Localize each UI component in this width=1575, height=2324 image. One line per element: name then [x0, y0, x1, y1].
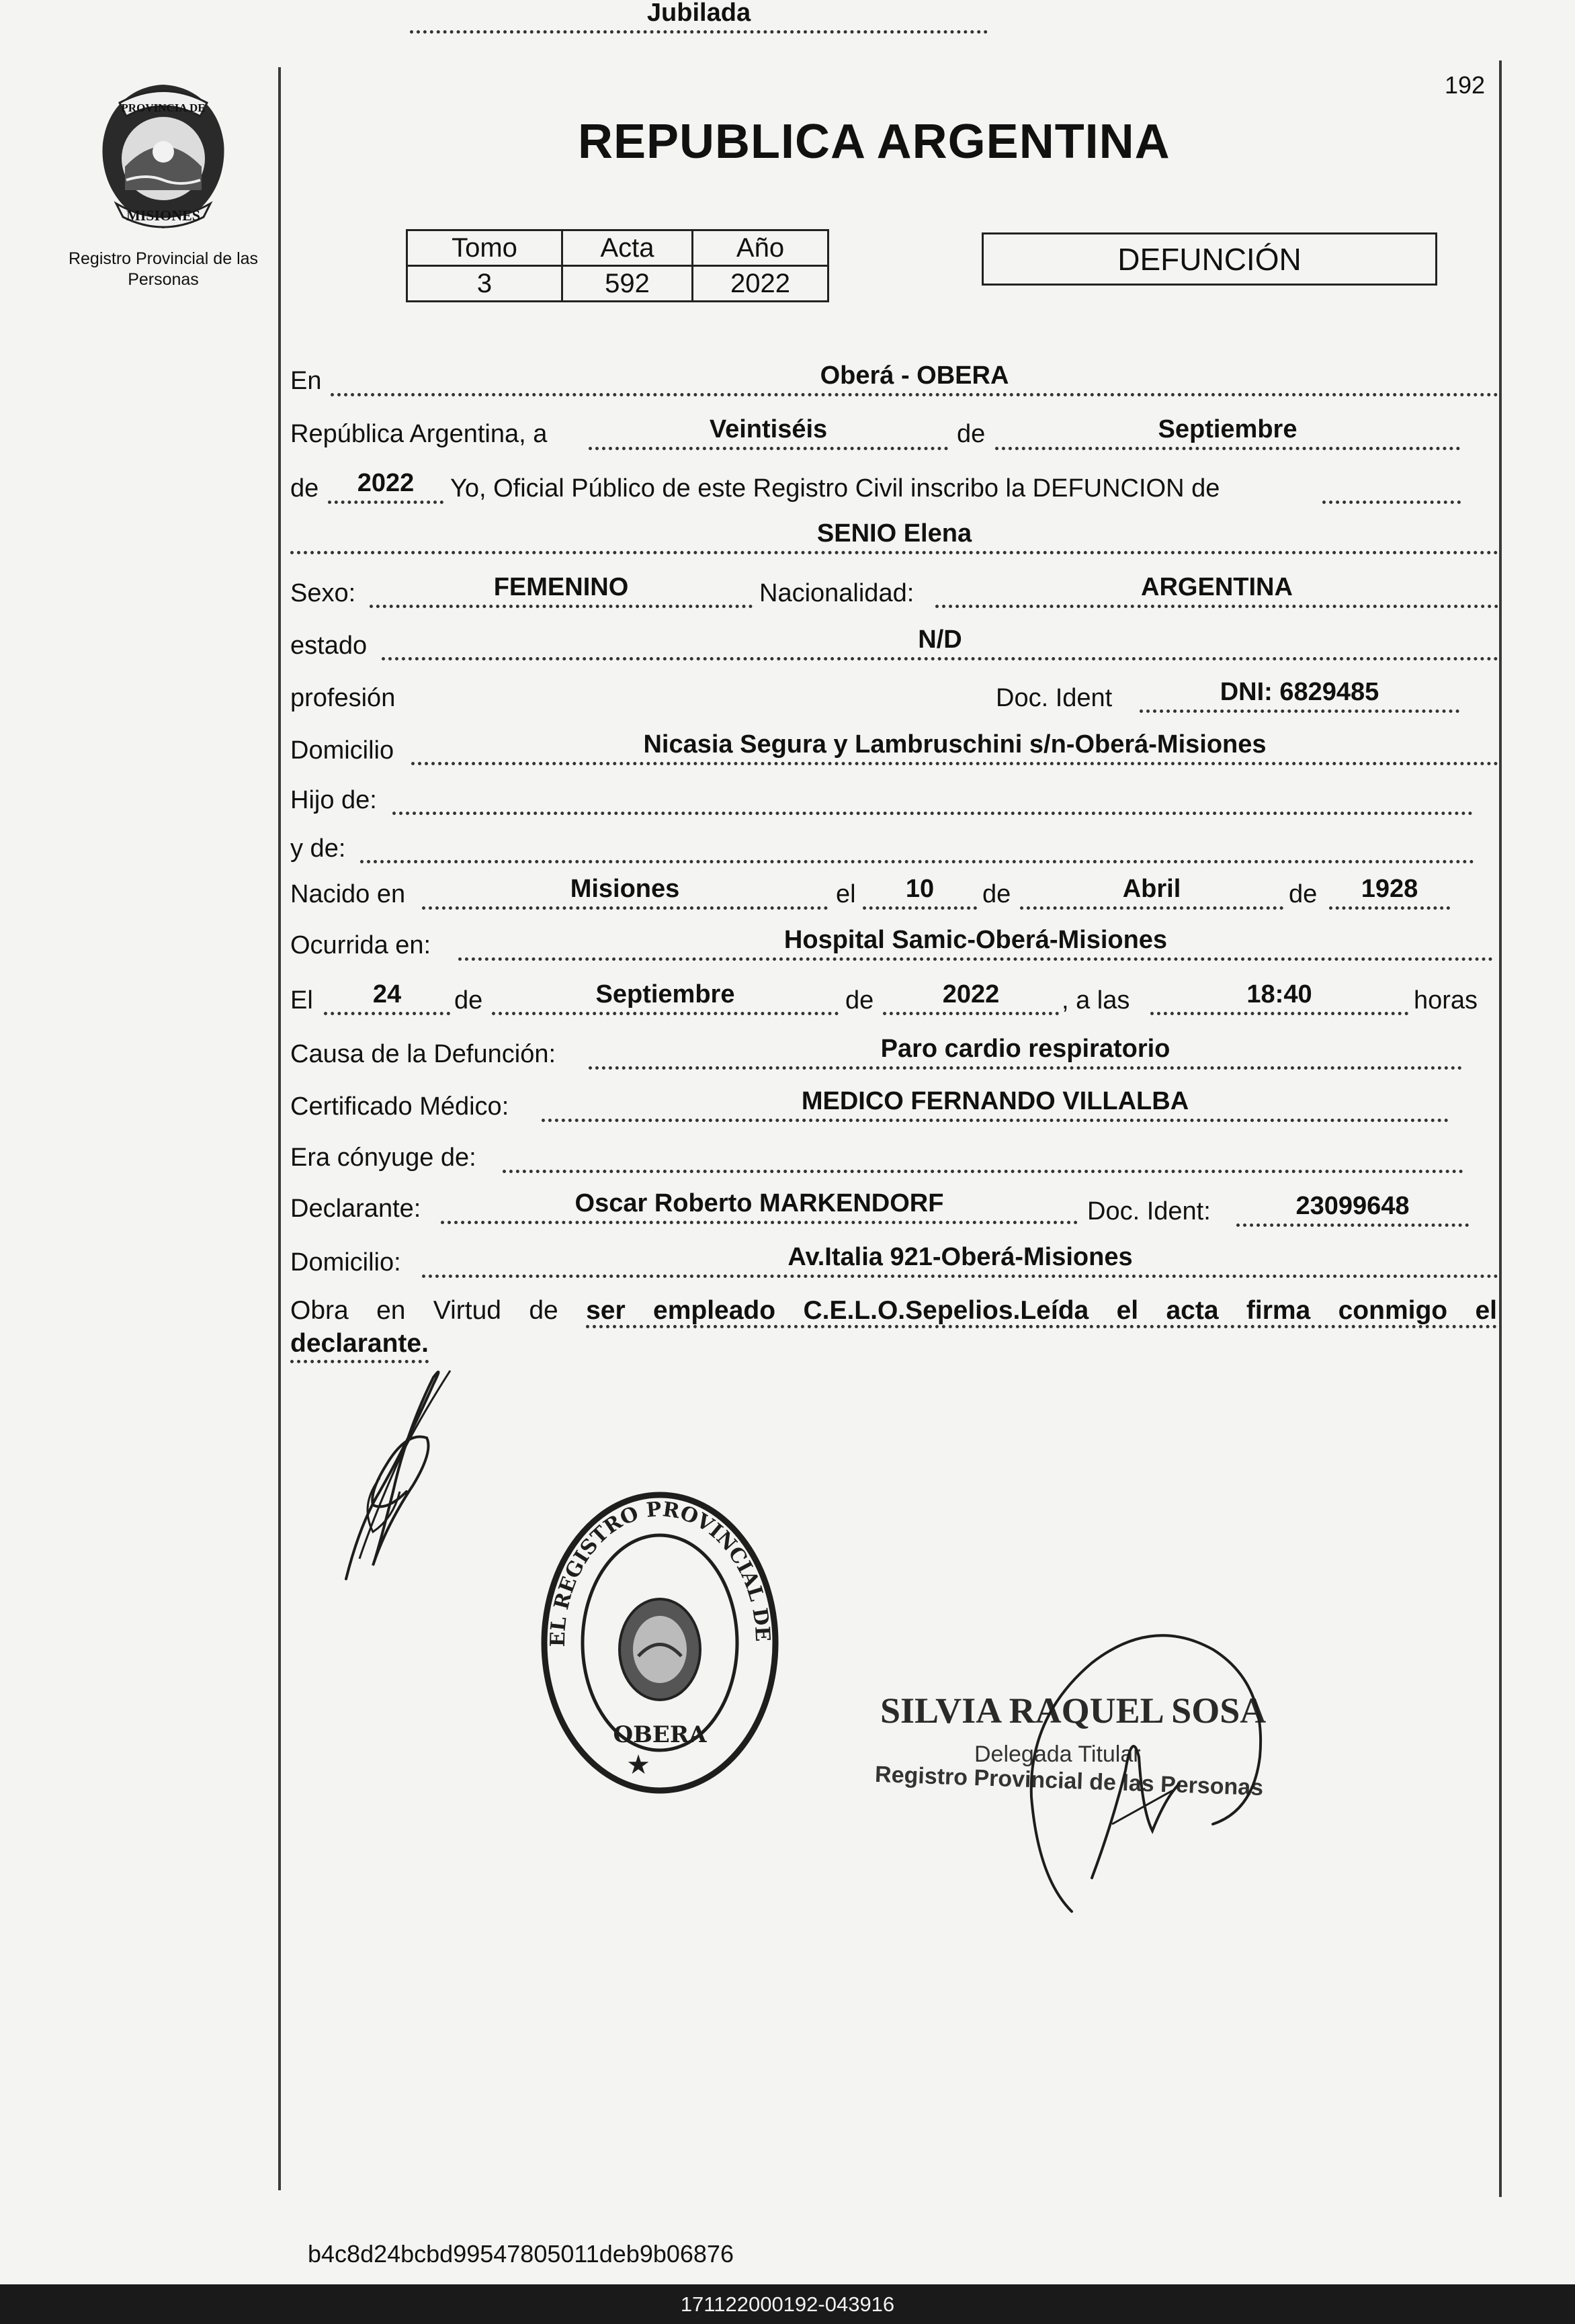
- label-y-de: y de:: [290, 834, 346, 863]
- anio-header: Año: [693, 230, 828, 266]
- declarant-signature: [333, 1357, 460, 1586]
- label-domicilio: Domicilio: [290, 736, 394, 765]
- field-nacido-mes: Abril: [1020, 876, 1283, 910]
- label-en: En: [290, 367, 322, 395]
- right-border-line: [1499, 60, 1502, 2197]
- province-logo: [93, 79, 234, 234]
- label-de-1: de: [957, 420, 986, 448]
- acta-header: Acta: [562, 230, 693, 266]
- barcode-number: 171122000192-043916: [680, 2292, 895, 2316]
- label-yo-oficial: Yo, Oficial Público de este Registro Civil inscribo la DEFUNCION de: [450, 474, 1220, 503]
- label-republica: República Argentina, a: [290, 420, 548, 448]
- label-obra: Obra en Virtud de: [290, 1296, 558, 1325]
- stamp-arc-text: EL REGISTRO PROVINCIAL DE: [546, 1498, 775, 1647]
- page-number: 192: [1445, 71, 1486, 99]
- barcode-footer: [0, 2284, 1575, 2324]
- signatory-registry: Registro Provincial de las Personas: [874, 1761, 1264, 1801]
- field-fallec-hora: 18:40: [1150, 982, 1408, 1015]
- field-nacido-lugar: Misiones: [422, 876, 828, 910]
- field-profesion: Jubilada: [410, 0, 988, 34]
- label-profesion: profesión: [290, 684, 396, 712]
- field-estado: N/D: [382, 627, 1498, 660]
- label-a-las: , a las: [1062, 986, 1130, 1015]
- field-nacionalidad: ARGENTINA: [935, 574, 1498, 608]
- field-fallec-anio: 2022: [883, 982, 1059, 1015]
- label-el: El: [290, 986, 313, 1015]
- field-nombre: SENIO Elena: [290, 521, 1498, 554]
- field-obra-virtud-2: declarante.: [290, 1328, 429, 1363]
- label-nacionalidad: Nacionalidad:: [759, 579, 914, 607]
- label-de-nacido-1: de: [982, 880, 1011, 908]
- label-doc-ident-declarante: Doc. Ident:: [1087, 1197, 1211, 1225]
- field-dia-texto: Veintiséis: [589, 417, 948, 450]
- field-anio-inscripcion: 2022: [328, 470, 443, 504]
- delegate-signature: [1011, 1623, 1277, 1918]
- obra-virtud-line: [290, 1294, 1497, 1328]
- label-de-nacido-2: de: [1289, 880, 1318, 908]
- field-lugar: Oberá - OBERA: [331, 363, 1498, 396]
- anio-value: 2022: [693, 266, 828, 302]
- field-y-de: [360, 830, 1474, 863]
- document-hash: b4c8d24bcbd99547805011deb9b06876: [308, 2240, 734, 2268]
- label-ocurrida-en: Ocurrida en:: [290, 931, 431, 959]
- document-type-box: [982, 232, 1437, 286]
- label-conyuge: Era cónyuge de:: [290, 1144, 476, 1172]
- label-de-2: de: [290, 474, 319, 503]
- signatory-role: Delegada Titular: [974, 1741, 1141, 1767]
- field-documento: DNI: 6829485: [1140, 679, 1459, 713]
- svg-text:★: ★: [626, 1750, 650, 1780]
- field-ocurrida-en: Hospital Samic-Oberá-Misiones: [458, 927, 1493, 961]
- page-title: REPUBLICA ARGENTINA: [578, 115, 1170, 169]
- document-type: DEFUNCIÓN: [1117, 241, 1302, 277]
- label-hijo-de: Hijo de:: [290, 786, 377, 814]
- label-horas: horas: [1414, 986, 1478, 1015]
- record-table: [406, 229, 829, 302]
- svg-text:MISIONES: MISIONES: [126, 207, 201, 224]
- field-declarante: Oscar Roberto MARKENDORF: [441, 1191, 1078, 1224]
- registry-label: Registro Provincial de las Personas: [68, 249, 259, 289]
- field-obra-virtud-1: ser empleado C.E.L.O.Sepelios.Leída el acta firma conmigo el: [586, 1296, 1497, 1328]
- acta-value: 592: [562, 266, 693, 302]
- field-declarante-domicilio: Av.Italia 921-Oberá-Misiones: [422, 1244, 1498, 1278]
- label-de-fallec-1: de: [454, 986, 483, 1015]
- field-nacido-anio: 1928: [1329, 876, 1450, 910]
- field-conyuge: [503, 1139, 1463, 1173]
- field-fallec-mes: Septiembre: [492, 982, 839, 1015]
- label-certificado: Certificado Médico:: [290, 1092, 509, 1121]
- field-domicilio: Nicasia Segura y Lambruschini s/n-Oberá-Misiones: [411, 732, 1498, 765]
- field-causa: Paro cardio respiratorio: [589, 1036, 1462, 1070]
- field-sexo: FEMENINO: [370, 574, 753, 608]
- stamp-city: OBERA: [613, 1721, 707, 1748]
- label-estado: estado: [290, 632, 368, 660]
- field-hijo-de: [392, 781, 1473, 815]
- tomo-value: 3: [407, 266, 562, 302]
- label-causa: Causa de la Defunción:: [290, 1040, 556, 1068]
- field-nacido-dia: 10: [863, 876, 977, 910]
- field-mes-texto: Septiembre: [995, 417, 1460, 450]
- field-certificado: MEDICO FERNANDO VILLALBA: [542, 1088, 1449, 1122]
- left-border-line: [278, 67, 281, 2190]
- field-declarante-doc: 23099648: [1236, 1193, 1469, 1227]
- official-stamp: [538, 1488, 783, 1797]
- field-blank-continuation: [1322, 470, 1461, 504]
- svg-text:PROVINCIA DE: PROVINCIA DE: [121, 101, 206, 114]
- label-de-fallec-2: de: [845, 986, 874, 1015]
- signatory-name: SILVIA RAQUEL SOSA: [880, 1690, 1267, 1731]
- label-sexo: Sexo:: [290, 579, 356, 607]
- label-nacido-en: Nacido en: [290, 880, 406, 908]
- label-domicilio-declarante: Domicilio:: [290, 1248, 401, 1277]
- label-declarante: Declarante:: [290, 1195, 421, 1223]
- label-doc-ident: Doc. Ident: [996, 684, 1113, 712]
- label-el-nacido: el: [836, 880, 856, 908]
- field-fallec-dia: 24: [324, 982, 450, 1015]
- tomo-header: Tomo: [407, 230, 562, 266]
